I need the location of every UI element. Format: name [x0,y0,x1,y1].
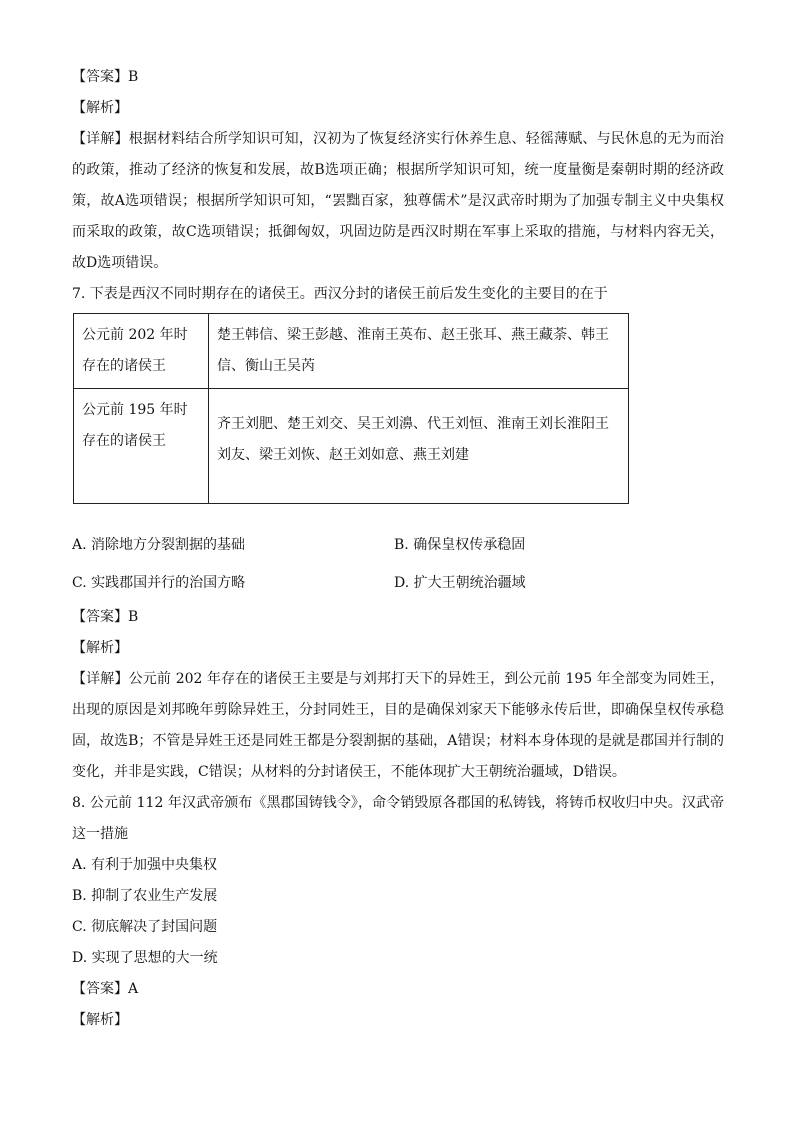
q8-option-d: D. 实现了思想的大一统 [72,950,218,966]
document-page [72,62,724,1036]
q7-option-b: B. 确保皇权传承稳固 [394,537,526,553]
q7-options [72,526,724,602]
q8-option-b: B. 抑制了农业生产发展 [72,888,218,904]
q8-analysis-heading: 【解析】 [72,1012,128,1028]
q8-option-a: A. 有利于加强中央集权 [72,857,218,873]
q7-table [73,313,629,504]
q6-answer: 【答案】B [72,69,139,85]
table-cell-kings: 齐王刘肥、楚王刘交、吴王刘濞、代王刘恒、淮南王刘长淮阳王刘友、梁王刘恢、赵王刘如意、燕王刘建 [209,389,629,504]
table-cell-period: 公元前 202 年时存在的诸侯王 [74,314,209,389]
q7-analysis-heading: 【解析】 [72,640,128,656]
q7-stem: 7. 下表是西汉不同时期存在的诸侯王。西汉分封的诸侯王前后发生变化的主要目的在于 [72,286,608,302]
q6-detail [72,124,724,279]
q7-detail [72,664,724,788]
q6-detail-text: 根据材料结合所学知识可知，汉初为了恢复经济实行休养生息、轻徭薄赋、与民休息的无为而治的政策，推动了经济的恢复和发展，故B选项正确；根据所学知识可知，统一度量衡是秦朝时期的经济政策，故A选项错误；根据所学知识可知，“罢黜百家，独尊儒术”是汉武帝时期为了加强专制主义中央集权而采取的政策，故C选项错误；抵御匈奴，巩固边防是西汉时期在军事上采取的措施，与材料内容无关，故D选项错误。 [72,131,725,271]
q7-detail-text: 公元前 202 年存在的诸侯王主要是与刘邦打天下的异姓王，到公元前 195 年全部变为同姓王，出现的原因是刘邦晚年剪除异姓王，分封同姓王，目的是确保刘家天下能够永传后世，即确保皇权传承稳固，故选B；不管是异姓王还是同姓王都是分裂割据的基础，A错误；材料本身体现的是就是郡国并行制的变化，并非是实践，C错误；从材料的分封诸侯王，不能体现扩大王朝统治疆域，D错误。 [72,671,725,780]
table-row [74,389,629,504]
q7-option-a: A. 消除地方分裂割据的基础 [72,537,246,553]
q8-answer: 【答案】A [72,981,139,997]
table-cell-kings: 楚王韩信、梁王彭越、淮南王英布、赵王张耳、燕王藏荼、韩王信、衡山王吴芮 [209,314,629,389]
q8-stem: 8. 公元前 112 年汉武帝颁布《黑郡国铸钱令》，命令销毁原各郡国的私铸钱，将铸币权收归中央。汉武帝这一措施 [72,795,724,842]
q7-detail-tag: 【详解】 [72,671,129,687]
table-row [74,314,629,389]
q6-detail-tag: 【详解】 [72,131,129,147]
table-cell-period: 公元前 195 年时存在的诸侯王 [74,389,209,504]
q8-option-c: C. 彻底解决了封国问题 [72,919,218,935]
q7-option-d: D. 扩大王朝统治疆域 [394,575,526,591]
q6-analysis-heading: 【解析】 [72,100,128,116]
q7-answer: 【答案】B [72,609,139,625]
q7-option-c: C. 实践郡国并行的治国方略 [72,575,246,591]
